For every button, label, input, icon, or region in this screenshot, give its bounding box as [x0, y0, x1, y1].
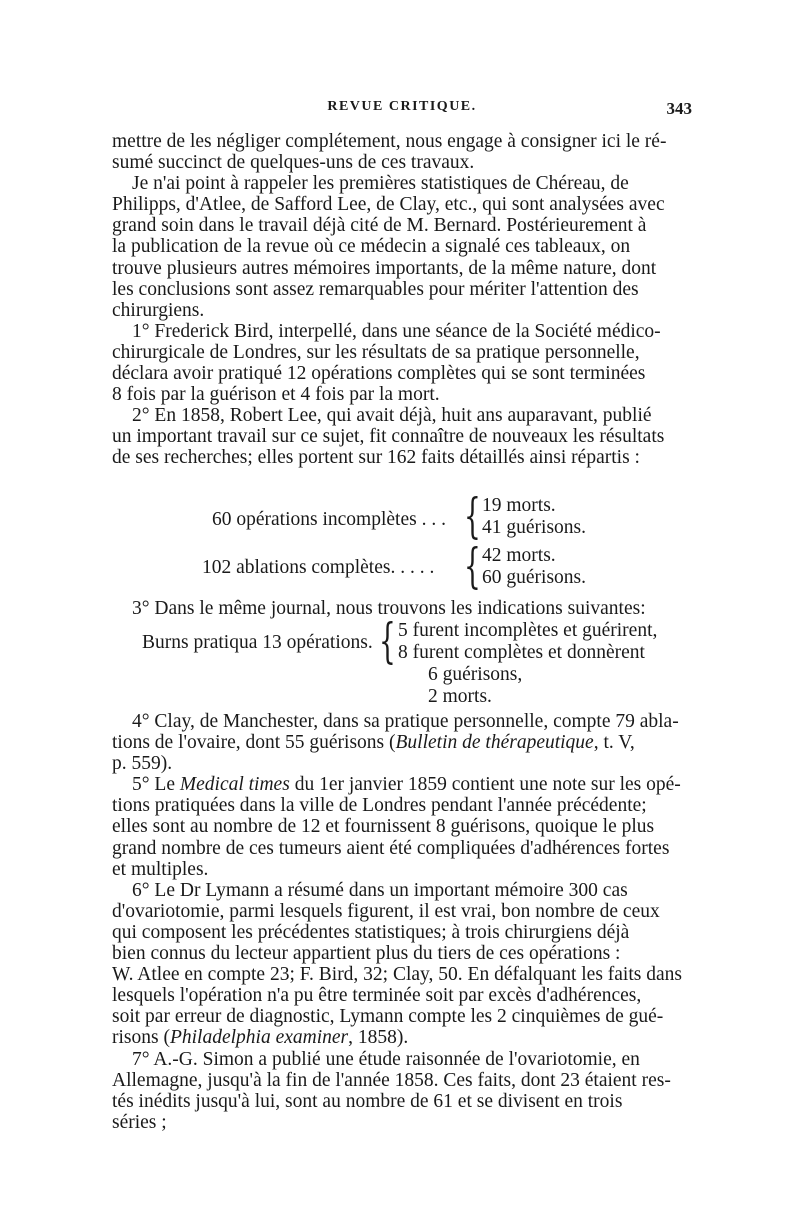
- text-line: mettre de les négliger complétement, nous engage à consigner ici le ré-: [112, 131, 667, 152]
- body-text-top: [112, 131, 684, 469]
- text-line: , t. V,: [593, 732, 635, 754]
- stat-result: 5 furent incomplètes et guérirent,: [398, 620, 658, 641]
- paragraph: [112, 321, 684, 405]
- text-line: , 1858).: [348, 1027, 409, 1049]
- citation-title: Philadelphia examiner: [169, 1027, 349, 1049]
- body-text-bottom: [112, 711, 684, 1133]
- page-number: 343: [666, 99, 692, 118]
- paragraph: [112, 711, 684, 774]
- text-line: 5° Le: [132, 774, 180, 796]
- stat-result: 6 guérisons,: [428, 664, 523, 685]
- stat-label: 60 opérations incomplètes . . .: [212, 509, 446, 530]
- paragraph: [112, 173, 684, 321]
- body-text-mid: [112, 598, 684, 619]
- paragraph: [112, 774, 684, 879]
- text-line: chirurgiens.: [112, 299, 205, 321]
- text-line: chirurgicale de Londres, sur les résultats de sa pratique personnelle,: [112, 341, 640, 363]
- text-line: et multiples.: [112, 858, 209, 880]
- text-line: W. Atlee en compte 23; F. Bird, 32; Clay, 50. En défalquant les faits dans: [112, 964, 682, 986]
- statistic-completes: [112, 538, 692, 594]
- stat-result: 42 morts.: [482, 545, 556, 566]
- paragraph: [112, 880, 684, 1049]
- stat-label: Burns pratiqua 13 opérations.: [142, 632, 373, 653]
- stat-label: 102 ablations complètes. . . . .: [202, 557, 435, 578]
- text-line: tions pratiquées dans la ville de Londres pendant l'année précédente;: [112, 795, 647, 817]
- text-line: de ses recherches; elles portent sur 162 faits détaillés ainsi répartis :: [112, 447, 640, 469]
- text-line: risons (: [112, 1027, 170, 1049]
- text-line: Je n'ai point à rappeler les premières statistiques de Chéreau, de: [132, 173, 629, 195]
- text-line: tés inédits jusqu'à lui, sont au nombre de 61 et se divisent en trois: [112, 1090, 623, 1112]
- brace-icon: {: [464, 538, 481, 594]
- stat-result: 19 morts.: [482, 495, 556, 516]
- text-line: lesquels l'opération n'a pu être terminée soit par excès d'adhérences,: [112, 985, 642, 1007]
- text-line: un important travail sur ce sujet, fit connaître de nouveaux les résultats: [112, 426, 665, 448]
- text-line: la publication de la revue où ce médecin a signalé ces tableaux, on: [112, 236, 631, 258]
- running-head: REVUE CRITIQUE.: [327, 99, 477, 114]
- paragraph-intro: [112, 131, 684, 173]
- statistic-incompletes: [112, 488, 692, 544]
- text-line: du 1er janvier 1859 contient une note sur les opé-: [289, 774, 681, 796]
- stat-result: 41 guérisons.: [482, 517, 586, 538]
- text-line: déclara avoir pratiqué 12 opérations complètes qui se sont terminées: [112, 363, 646, 385]
- paragraph: [112, 1049, 684, 1133]
- text-line: d'ovariotomie, parmi lesquels figurent, il est vrai, bon nombre de ceux: [112, 900, 660, 922]
- text-line: trouve plusieurs autres mémoires importants, de la même nature, dont: [112, 257, 657, 279]
- text-line: séries ;: [112, 1111, 167, 1133]
- brace-icon: {: [379, 613, 396, 669]
- stat-result: 60 guérisons.: [482, 567, 586, 588]
- paragraph: [112, 598, 684, 619]
- text-line: qui composent les précédentes statistiques; à trois chirurgiens déjà: [112, 921, 630, 943]
- text-line: tions de l'ovaire, dont 55 guérisons (: [112, 732, 396, 754]
- text-line: grand soin dans le travail déjà cité de M. Bernard. Postérieurement à: [112, 215, 647, 237]
- text-line: Philipps, d'Atlee, de Safford Lee, de Clay, etc., qui sont analysées avec: [112, 194, 665, 216]
- text-line: sumé succinct de quelques-uns de ces travaux.: [112, 152, 475, 174]
- stat-result: 8 furent complètes et donnèrent: [398, 642, 645, 663]
- citation-title: Bulletin de thérapeutique: [395, 732, 594, 754]
- page-header: [112, 99, 692, 121]
- text-line: bien connus du lecteur appartient plus du tiers de ces opérations :: [112, 943, 621, 965]
- statistic-burns: [112, 613, 692, 710]
- citation-title: Medical times: [179, 774, 290, 796]
- text-line: 3° Dans le même journal, nous trouvons les indications suivantes:: [132, 598, 646, 619]
- paragraph: [112, 405, 684, 468]
- text-line: 8 fois par la guérison et 4 fois par la mort.: [112, 384, 440, 406]
- stat-result: 2 morts.: [428, 686, 492, 707]
- text-line: 4° Clay, de Manchester, dans sa pratique personnelle, compte 79 abla-: [132, 711, 679, 732]
- brace-icon: {: [464, 488, 481, 544]
- text-line: 6° Le Dr Lymann a résumé dans un important mémoire 300 cas: [132, 879, 628, 901]
- text-line: soit par erreur de diagnostic, Lymann compte les 2 cinquièmes de gué-: [112, 1006, 664, 1028]
- text-line: 2° En 1858, Robert Lee, qui avait déjà, huit ans auparavant, publié: [132, 405, 652, 427]
- text-line: grand nombre de ces tumeurs aient été compliquées d'adhérences fortes: [112, 837, 670, 859]
- text-line: les conclusions sont assez remarquables pour mériter l'attention des: [112, 278, 639, 300]
- text-line: p. 559).: [112, 753, 173, 775]
- text-line: elles sont au nombre de 12 et fournissent 8 guérisons, quoique le plus: [112, 816, 655, 838]
- text-line: 1° Frederick Bird, interpellé, dans une séance de la Société médico-: [132, 320, 661, 342]
- text-line: Allemagne, jusqu'à la fin de l'année 1858. Ces faits, dont 23 étaient res-: [112, 1069, 671, 1091]
- text-line: 7° A.-G. Simon a publié une étude raisonnée de l'ovariotomie, en: [132, 1048, 640, 1070]
